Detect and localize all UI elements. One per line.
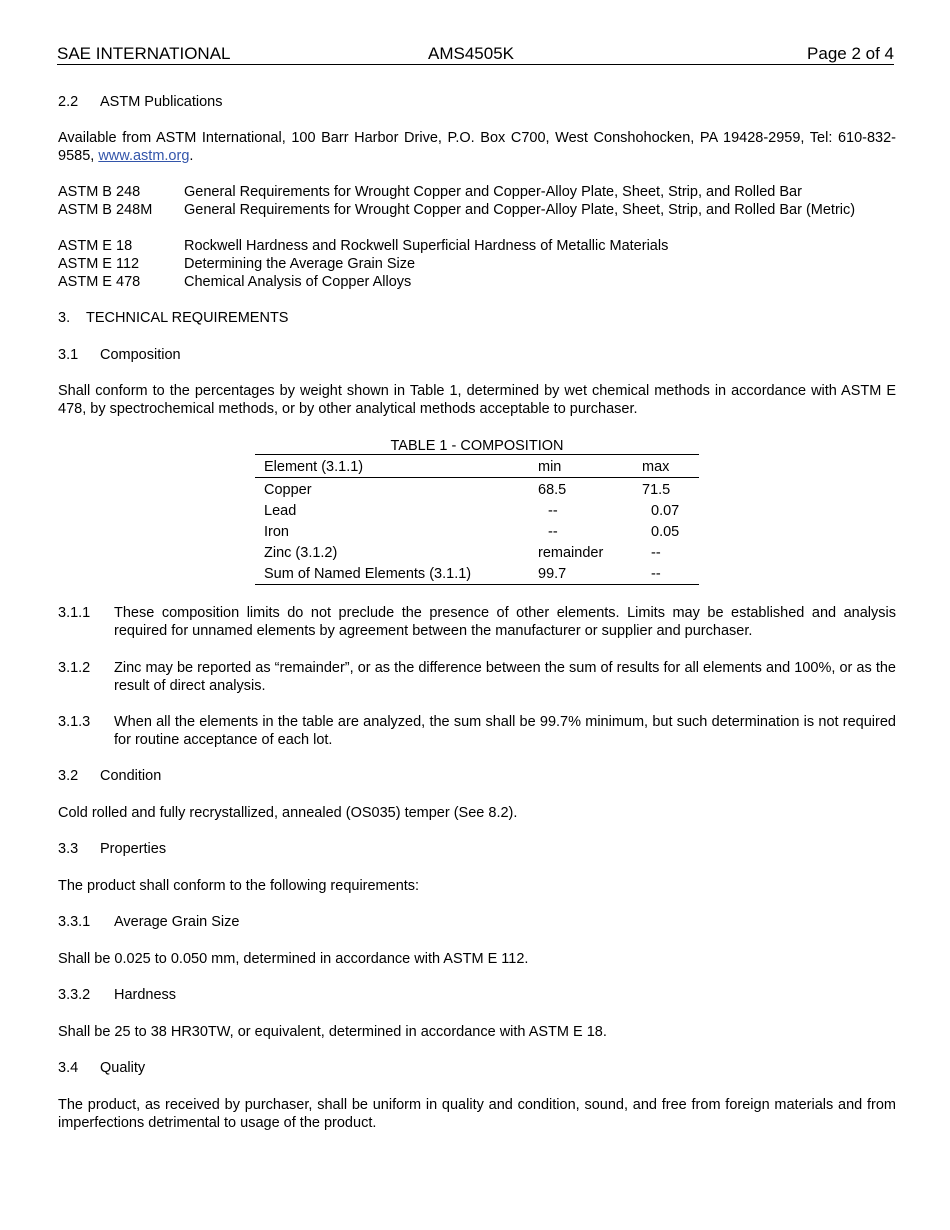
section-3-3-1-heading	[58, 913, 239, 931]
properties-paragraph: The product shall conform to the following requirements:	[58, 878, 420, 894]
section-3-1-3-text: When all the elements in the table are analyzed, the sum shall be 99.7% minimum, but such determination is not required for routine acceptance of each lot.	[114, 714, 896, 748]
section-3-2-heading	[58, 767, 161, 785]
table-cell-min: 99.7	[538, 566, 567, 582]
section-3-3-heading	[58, 840, 166, 858]
reference-title: General Requirements for Wrought Copper and Copper-Alloy Plate, Sheet, Strip, and Rolled Bar (Metric)	[184, 202, 856, 218]
reference-title: General Requirements for Wrought Copper and Copper-Alloy Plate, Sheet, Strip, and Rolled Bar	[184, 184, 802, 200]
table-cell-element: Sum of Named Elements (3.1.1)	[264, 566, 472, 582]
table-header-rule	[255, 477, 699, 478]
composition-paragraph: Shall conform to the percentages by weight shown in Table 1, determined by wet chemical methods in accordance with ASTM E 478, by spectrochemical methods, or by other analytical methods acceptable to purchaser.	[58, 383, 896, 417]
astm-website-link[interactable]: www.astm.org	[98, 148, 190, 164]
section-3-1-1-text: These composition limits do not preclude the presence of other elements. Limits may be established and analysis required for unnamed elements by agreement between the manufacturer or supplier and purchaser.	[114, 605, 896, 639]
section-number: 3.	[58, 310, 71, 326]
section-title: Condition	[100, 768, 162, 784]
reference-code: ASTM E 478	[58, 274, 141, 290]
table-title: TABLE 1 - COMPOSITION	[390, 438, 564, 454]
table-cell-max: --	[651, 545, 661, 561]
section-number: 2.2	[58, 94, 79, 110]
condition-paragraph: Cold rolled and fully recrystallized, annealed (OS035) temper (See 8.2).	[58, 805, 518, 821]
table-header-max: max	[642, 459, 670, 475]
reference-code: ASTM E 112	[58, 256, 140, 272]
section-number: 3.3	[58, 841, 79, 857]
section-number: 3.1	[58, 347, 79, 363]
section-number: 3.1.1	[58, 605, 91, 621]
section-number: 3.2	[58, 768, 79, 784]
table-cell-element: Copper	[264, 482, 312, 498]
section-number: 3.3.1	[58, 914, 91, 930]
table-cell-element: Zinc (3.1.2)	[264, 545, 338, 561]
table-header-min: min	[538, 459, 562, 475]
header-page-number: Page 2 of 4	[807, 44, 894, 63]
reference-code: ASTM B 248M	[58, 202, 153, 218]
section-title: Properties	[100, 841, 167, 857]
table-cell-min: 68.5	[538, 482, 567, 498]
quality-paragraph: The product, as received by purchaser, shall be uniform in quality and condition, sound, and free from foreign materials and from imperfections detrimental to usage of the product.	[58, 1097, 896, 1131]
section-3-1-heading	[58, 346, 181, 364]
header-doc-id: AMS4505K	[428, 44, 514, 63]
section-title: Average Grain Size	[114, 914, 240, 930]
table-cell-min: remainder	[538, 545, 604, 561]
reference-code: ASTM E 18	[58, 238, 133, 254]
reference-title: Rockwell Hardness and Rockwell Superficial Hardness of Metallic Materials	[184, 238, 669, 254]
table-cell-max: 0.07	[651, 503, 680, 519]
table-cell-max: 0.05	[651, 524, 680, 540]
table-cell-min: --	[548, 503, 558, 519]
section-3-4-heading	[58, 1059, 145, 1077]
section-number: 3.1.2	[58, 660, 91, 676]
availability-text: Available from ASTM International, 100 Barr Harbor Drive, P.O. Box C700, West Conshohocken, PA 19428-2959, Tel: 610-832-9585,	[58, 130, 896, 164]
reference-title: Determining the Average Grain Size	[184, 256, 416, 272]
astm-availability-paragraph	[58, 129, 896, 165]
section-3-3-2-heading	[58, 986, 176, 1004]
table-cell-element: Lead	[264, 503, 297, 519]
section-3-1-2-text: Zinc may be reported as “remainder”, or as the difference between the sum of results for all elements and 100%, or as the result of direct analysis.	[114, 660, 896, 694]
hardness-paragraph: Shall be 25 to 38 HR30TW, or equivalent, determined in accordance with ASTM E 18.	[58, 1024, 607, 1040]
table-cell-min: --	[548, 524, 558, 540]
reference-code: ASTM B 248	[58, 184, 141, 200]
section-number: 3.3.2	[58, 987, 91, 1003]
section-title: TECHNICAL REQUIREMENTS	[86, 310, 289, 326]
section-number: 3.1.3	[58, 714, 91, 730]
section-title: Hardness	[114, 987, 177, 1003]
table-cell-max: 71.5	[642, 482, 671, 498]
section-title: Quality	[100, 1060, 146, 1076]
availability-end: .	[189, 148, 194, 164]
running-header	[57, 44, 894, 65]
table-top-rule	[255, 454, 699, 455]
table-bottom-rule	[255, 584, 699, 585]
section-2-2-heading	[58, 93, 223, 111]
table-cell-element: Iron	[264, 524, 289, 540]
header-org: SAE INTERNATIONAL	[57, 44, 231, 63]
section-3-heading	[58, 309, 288, 327]
grain-size-paragraph: Shall be 0.025 to 0.050 mm, determined in accordance with ASTM E 112.	[58, 951, 529, 967]
table-header-element: Element (3.1.1)	[264, 459, 364, 475]
reference-title: Chemical Analysis of Copper Alloys	[184, 274, 412, 290]
section-title: Composition	[100, 347, 181, 363]
table-cell-max: --	[651, 566, 661, 582]
section-title: ASTM Publications	[100, 94, 223, 110]
section-number: 3.4	[58, 1060, 79, 1076]
